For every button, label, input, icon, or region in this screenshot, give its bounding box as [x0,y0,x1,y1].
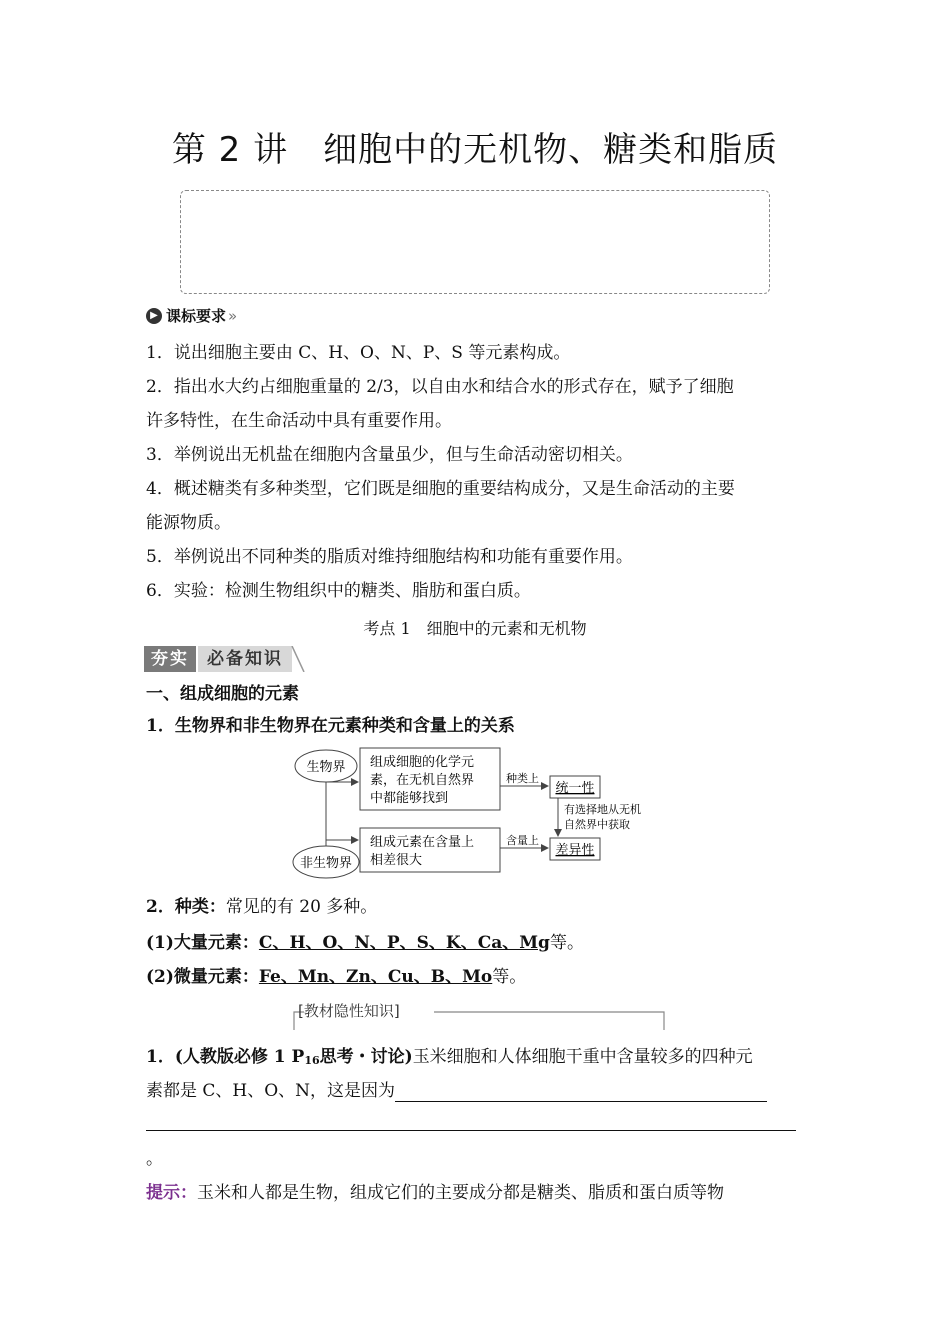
macro-line [146,926,810,960]
section1-heading: 一、组成细胞的元素 [146,684,299,704]
question-line1 [146,1040,810,1078]
result-bottom: 差异性 [555,843,595,858]
macro-prefix: (1)大量元素： [146,933,259,953]
question-end: 。 [146,1149,163,1169]
banner-part2: 必备知识 [198,646,292,672]
oval-living-label: 生物界 [306,760,346,775]
micro-prefix: (2)微量元素： [146,967,259,987]
page-title: 第 2 讲 细胞中的无机物、糖类和脂质 [171,130,779,170]
sub1-heading: 1．生物界和非生物界在元素种类和含量上的关系 [146,716,515,736]
q1-text2: 素都是 C、H、O、N，这是因为 [146,1081,396,1101]
requirement-line: 3．举例说出无机盐在细胞内含量虽少，但与生命活动密切相关。 [146,445,633,465]
element-relation-diagram [290,742,670,882]
q1-mid: 思考・讨论) [319,1047,413,1067]
requirements-tag-label: 课标要求 [166,307,227,325]
side-note-line: 自然界中获取 [564,818,630,831]
micro-line [146,960,810,994]
requirement-line: 1．说出细胞主要由 C、H、O、N、P、S 等元素构成。 [146,343,571,363]
types-line [146,890,810,924]
q1-sub: 16 [304,1054,320,1067]
hint-label: 提示： [146,1183,197,1203]
answer-blank[interactable] [395,1079,767,1102]
types-prefix: 2．种类： [146,897,226,917]
banner-slash-icon [144,646,306,672]
dashed-frame [180,190,770,294]
hidden-tag-label-wrap: [教材隐性知识] [298,1002,400,1020]
hidden-knowledge-tag [284,1000,666,1032]
side-note-line: 有选择地从无机 [564,803,641,816]
oval-nonliving-label: 非生物界 [299,856,353,871]
requirement-line: 5．举例说出不同种类的脂质对维持细胞结构和功能有重要作用。 [146,547,633,567]
result-top: 统一性 [555,781,595,796]
box-top-line: 中都能够找到 [370,791,449,806]
double-chevron-icon: » [228,306,238,325]
types-text: 常见的有 20 多种。 [225,897,378,917]
play-icon: ▶ [146,308,162,324]
box-bottom-line: 相差很大 [370,853,423,868]
micro-elements: Fe、Mn、Zn、Cu、B、Mo [258,967,493,987]
micro-suffix: 等。 [492,967,527,987]
arrow-bottom-label: 含量上 [506,834,539,847]
box-bottom-line: 组成元素在含量上 [370,835,475,850]
banner-part1: 夯实 [144,646,196,672]
question-line2 [146,1074,810,1108]
requirement-line: 能源物质。 [146,513,231,533]
requirement-line: 2．指出水大约占细胞重量的 2/3，以自由水和结合水的形式存在，赋予了细胞 [146,377,734,397]
requirement-line: 4．概述糖类有多种类型，它们既是细胞的重要结构成分，又是生命活动的主要 [146,479,735,499]
box-top-line: 组成细胞的化学元 [370,755,475,770]
q1-text1: 玉米细胞和人体细胞干重中含量较多的四种元 [412,1047,753,1067]
requirement-line: 许多特性，在生命活动中具有重要作用。 [146,411,452,431]
hidden-tag-label: 教材隐性知识 [303,1002,394,1020]
answer-blank-line[interactable] [146,1130,796,1131]
q1-prefix: 1．(人教版必修 1 P [146,1047,305,1067]
requirement-line: 6．实验：检测生物组织中的糖类、脂肪和蛋白质。 [146,581,531,601]
arrow-top-label: 种类上 [506,772,539,785]
box-top-line: 素，在无机自然界 [370,773,475,788]
kaodian-title: 考点 1 细胞中的元素和无机物 [363,619,587,638]
macro-elements: C、H、O、N、P、S、K、Ca、Mg [258,933,550,953]
section-banner [144,646,306,672]
requirements-tag [146,305,237,326]
hint-text: 玉米和人都是生物，组成它们的主要成分都是糖类、脂质和蛋白质等物 [197,1183,724,1203]
macro-suffix: 等。 [549,933,584,953]
hint-line [146,1176,810,1210]
